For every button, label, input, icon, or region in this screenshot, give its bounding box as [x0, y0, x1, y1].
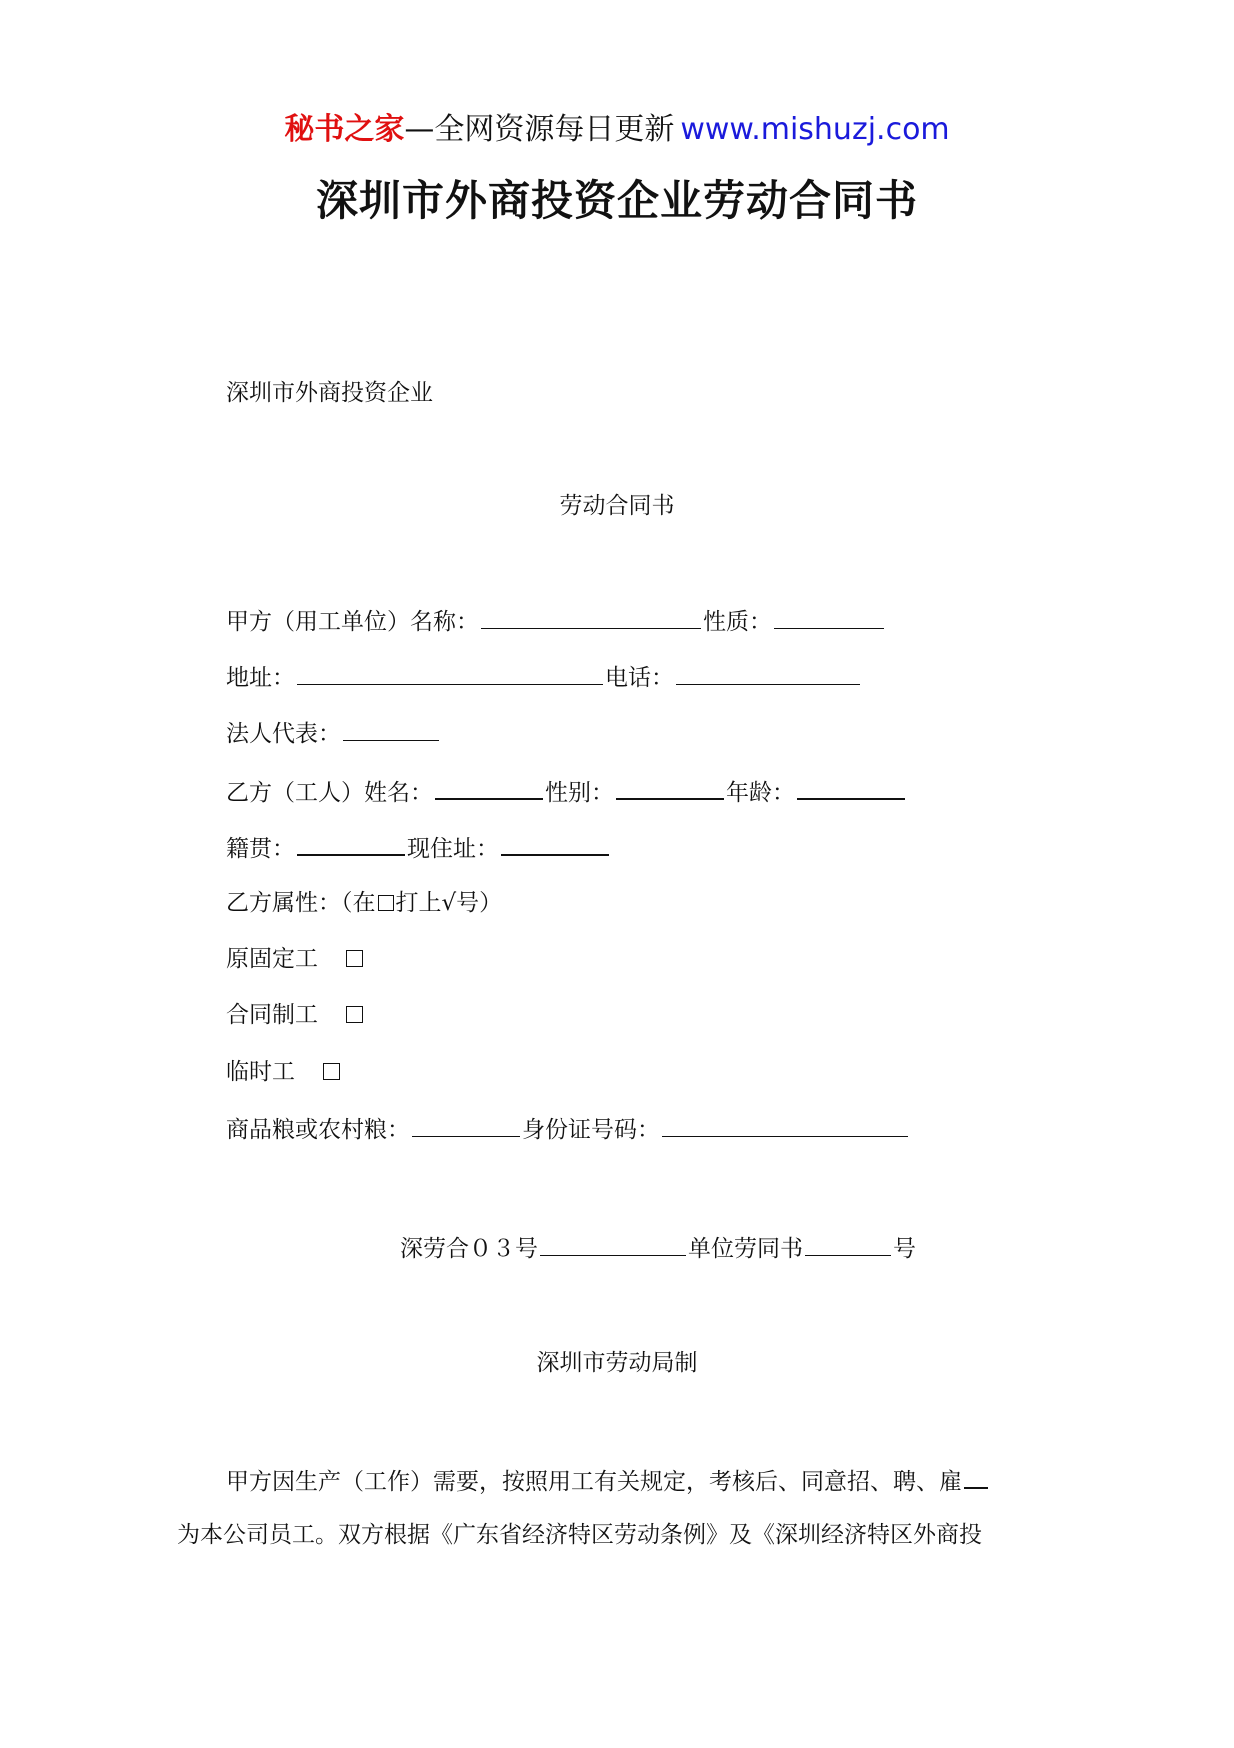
- option-row: [226, 1000, 363, 1030]
- party-a-address-blank[interactable]: [297, 662, 603, 685]
- party-b-id-label: 身份证号码：: [522, 1117, 660, 1143]
- party-b-origin-blank[interactable]: [297, 832, 405, 856]
- issuer-line: 深圳市外商投资企业: [226, 380, 433, 406]
- party-b-name-line: [226, 776, 907, 808]
- option-label: 临时工: [226, 1059, 295, 1085]
- party-b-residence-label: 现住址：: [407, 836, 499, 862]
- site-header: [0, 104, 1234, 148]
- option-checkbox-original-fixed[interactable]: [346, 950, 363, 967]
- contract-number-prefix: 深劳合０３号: [400, 1236, 538, 1262]
- party-a-nature-blank[interactable]: [774, 606, 884, 629]
- party-a-phone-blank[interactable]: [676, 662, 860, 685]
- party-a-rep-label: 法人代表：: [226, 721, 341, 747]
- party-b-residence-blank[interactable]: [501, 832, 609, 856]
- party-a-nature-label: 性质：: [703, 609, 772, 635]
- party-b-origin-label: 籍贯：: [226, 836, 295, 862]
- party-a-rep-blank[interactable]: [343, 718, 439, 741]
- party-b-name-label: 乙方（工人）姓名：: [226, 780, 433, 806]
- party-a-rep-line: [226, 718, 441, 749]
- party-b-gender-label: 性别：: [545, 780, 614, 806]
- contract-book-number-blank[interactable]: [805, 1233, 891, 1256]
- contract-number-middle: 单位劳同书: [688, 1236, 803, 1262]
- party-b-age-blank[interactable]: [797, 776, 905, 800]
- party-b-grain-label: 商品粮或农村粮：: [226, 1117, 410, 1143]
- option-row: [226, 944, 363, 974]
- checkbox-sample-icon: [378, 895, 394, 911]
- body-paragraph-text-1: 甲方因生产（工作）需要，按照用工有关规定，考核后、同意招、聘、雇: [226, 1469, 962, 1495]
- party-a-name-label: 甲方（用工单位）名称：: [226, 609, 479, 635]
- option-checkbox-temporary[interactable]: [323, 1063, 340, 1080]
- contract-number-blank[interactable]: [540, 1233, 686, 1256]
- party-b-origin-line: [226, 832, 611, 864]
- party-a-address-label: 地址：: [226, 665, 295, 691]
- body-paragraph-line-1: [226, 1465, 990, 1497]
- option-label: 合同制工: [226, 1002, 318, 1028]
- option-row: [226, 1057, 340, 1087]
- party-b-age-label: 年龄：: [726, 780, 795, 806]
- party-a-address-line: [226, 662, 862, 693]
- contract-subtitle: 劳动合同书: [559, 493, 675, 519]
- party-b-id-blank[interactable]: [662, 1114, 908, 1137]
- contract-number-line: [400, 1233, 916, 1264]
- option-label: 原固定工: [226, 946, 318, 972]
- party-a-name-line: [226, 606, 886, 637]
- document-title: 深圳市外商投资企业劳动合同书: [315, 176, 918, 225]
- option-checkbox-contract[interactable]: [346, 1006, 363, 1023]
- contract-number-suffix: 号: [893, 1236, 916, 1262]
- party-b-attr-label-b: 打上√号）: [395, 890, 503, 916]
- employee-name-blank[interactable]: [964, 1465, 988, 1489]
- issuing-bureau: 深圳市劳动局制: [536, 1350, 698, 1376]
- party-b-attr-label-a: 乙方属性：（在: [226, 890, 376, 916]
- body-paragraph-line-2: 为本公司员工。双方根据《广东省经济特区劳动条例》及《深圳经济特区外商投: [177, 1522, 982, 1548]
- party-a-name-blank[interactable]: [481, 606, 701, 629]
- party-b-grain-blank[interactable]: [412, 1114, 520, 1137]
- party-b-name-blank[interactable]: [435, 776, 543, 800]
- party-b-attr-line: [226, 888, 502, 918]
- party-b-gender-blank[interactable]: [616, 776, 724, 800]
- brand-name: 秘书之家: [284, 112, 405, 147]
- site-url-link[interactable]: www.mishuzj.com: [680, 112, 950, 147]
- party-b-grain-line: [226, 1114, 910, 1145]
- party-a-phone-label: 电话：: [605, 665, 674, 691]
- brand-tagline: —全网资源每日更新: [404, 112, 675, 147]
